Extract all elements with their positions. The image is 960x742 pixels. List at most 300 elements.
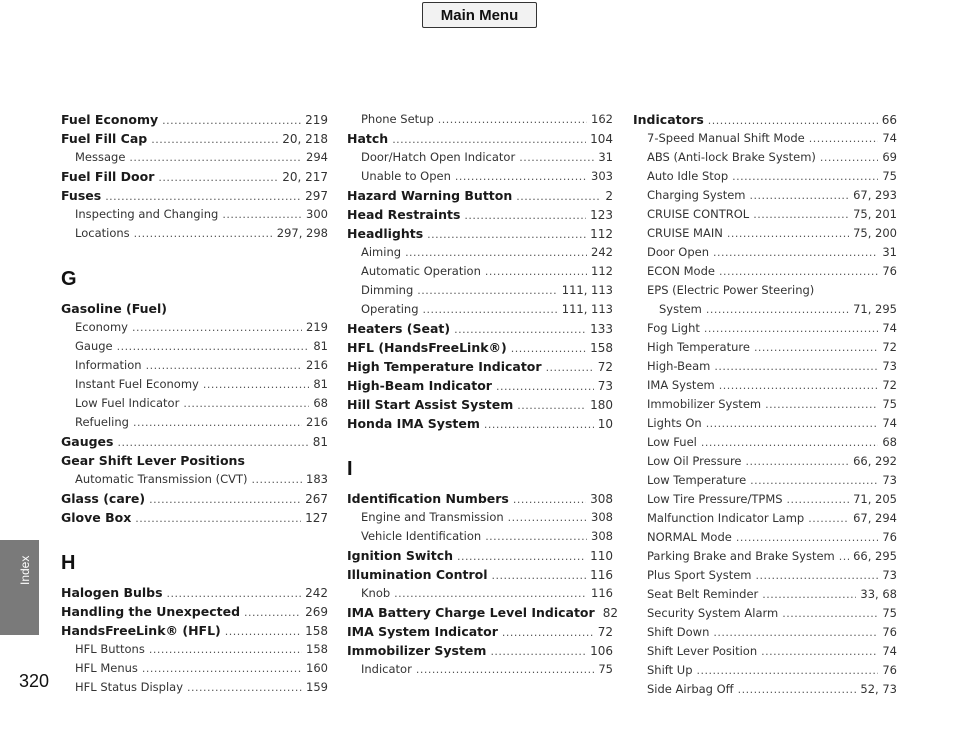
page-reference[interactable]: 242: [591, 245, 613, 259]
dot-leader: [132, 318, 302, 337]
page-reference[interactable]: 73: [597, 379, 613, 393]
page-reference[interactable]: 74: [882, 131, 897, 145]
index-term: Illumination Control: [347, 567, 488, 582]
index-subentry[interactable]: [633, 471, 897, 490]
page-reference[interactable]: 116: [591, 586, 613, 600]
index-subentry[interactable]: [633, 566, 897, 585]
dot-leader: [839, 547, 849, 566]
index-term: Gasoline (Fuel): [61, 301, 168, 316]
dot-leader: [149, 640, 302, 659]
dot-leader: [117, 337, 310, 356]
index-subentry[interactable]: [61, 394, 328, 413]
index-term: Low Fuel Indicator: [75, 396, 180, 410]
page-reference[interactable]: 75: [598, 662, 613, 676]
page-reference[interactable]: 72: [882, 340, 897, 354]
index-term: Indicator: [361, 662, 412, 676]
index-entry[interactable]: [347, 622, 613, 641]
index-term: Side Airbag Off: [647, 682, 734, 696]
dot-leader: [485, 262, 587, 281]
index-term: 7-Speed Manual Shift Mode: [647, 131, 805, 145]
page-reference[interactable]: 111, 113: [561, 302, 613, 316]
index-subentry[interactable]: [347, 243, 613, 262]
index-subentry[interactable]: [633, 167, 897, 186]
dot-leader: [809, 129, 879, 148]
index-subentry[interactable]: [633, 623, 897, 642]
index-subentry[interactable]: [347, 660, 613, 679]
index-subentry[interactable]: [61, 205, 328, 224]
index-term: Aiming: [361, 245, 402, 259]
dot-leader: [513, 490, 586, 509]
dot-leader: [427, 225, 586, 244]
index-entry[interactable]: [61, 583, 328, 602]
index-term: Fuel Fill Door: [61, 169, 155, 184]
page-reference[interactable]: 183: [306, 472, 328, 486]
main-menu-button[interactable]: Main Menu: [422, 2, 537, 28]
index-entry[interactable]: [347, 603, 618, 622]
page-reference[interactable]: 104: [590, 132, 613, 146]
index-term: HFL (HandsFreeLink®): [347, 340, 507, 355]
page-reference[interactable]: 133: [590, 322, 613, 336]
index-term: Fog Light: [647, 321, 700, 335]
index-column-1: [61, 110, 328, 697]
page-reference[interactable]: 20, 218: [282, 132, 328, 146]
index-entry[interactable]: [61, 432, 328, 451]
index-term: Low Oil Pressure: [647, 454, 742, 468]
dot-leader: [546, 358, 594, 377]
page-reference[interactable]: 81: [312, 435, 328, 449]
page-reference[interactable]: 68: [882, 435, 897, 449]
index-subentry[interactable]: [633, 395, 897, 414]
dot-leader: [251, 470, 302, 489]
dot-leader: [244, 603, 301, 622]
dot-leader: [117, 433, 308, 452]
index-term: CRUISE MAIN: [647, 226, 723, 240]
page-reference[interactable]: 112: [590, 227, 613, 241]
index-term: Automatic Transmission (CVT): [75, 472, 248, 486]
index-subentry[interactable]: [347, 148, 613, 167]
index-subentry: [633, 281, 897, 300]
dot-leader: [134, 224, 273, 243]
page-reference[interactable]: 52, 73: [860, 682, 897, 696]
index-term: Operating: [361, 302, 419, 316]
page-reference[interactable]: 68: [313, 396, 328, 410]
index-column-3: [633, 110, 897, 699]
page-reference[interactable]: 158: [590, 341, 613, 355]
dot-leader: [454, 320, 586, 339]
index-term: Economy: [75, 320, 128, 334]
page-reference[interactable]: 111, 113: [561, 283, 613, 297]
page-reference[interactable]: 76: [882, 663, 897, 677]
index-subentry[interactable]: [633, 243, 897, 262]
index-subentry[interactable]: [633, 528, 897, 547]
index-term: Identification Numbers: [347, 491, 509, 506]
page-reference[interactable]: 294: [306, 150, 328, 164]
index-term: EPS (Electric Power Steering): [647, 283, 815, 297]
index-subentry[interactable]: [633, 224, 897, 243]
page-reference[interactable]: 75, 200: [853, 226, 897, 240]
index-term: Door/Hatch Open Indicator: [361, 150, 516, 164]
index-term: Headlights: [347, 226, 424, 241]
page-reference[interactable]: 303: [591, 169, 613, 183]
page-reference[interactable]: 308: [591, 529, 613, 543]
index-entry[interactable]: [61, 508, 328, 527]
page-reference[interactable]: 74: [882, 644, 897, 658]
dot-leader: [697, 661, 879, 680]
page-reference[interactable]: 219: [305, 113, 328, 127]
index-term: HFL Buttons: [75, 642, 145, 656]
index-entry[interactable]: [347, 186, 613, 205]
page-reference[interactable]: 31: [598, 150, 613, 164]
page-reference[interactable]: 10: [597, 417, 613, 431]
index-subentry[interactable]: [61, 678, 328, 697]
index-entry[interactable]: [61, 110, 328, 129]
dot-leader: [761, 642, 878, 661]
index-subentry[interactable]: [633, 414, 897, 433]
dot-leader: [519, 148, 594, 167]
index-term: Inspecting and Changing: [75, 207, 219, 221]
dot-leader: [135, 509, 301, 528]
index-subentry[interactable]: [347, 584, 613, 603]
page-reference[interactable]: 297, 298: [276, 226, 328, 240]
dot-leader: [719, 376, 879, 395]
index-term: Honda IMA System: [347, 416, 480, 431]
index-term: HFL Menus: [75, 661, 138, 675]
index-term: IMA System Indicator: [347, 624, 498, 639]
index-entry[interactable]: [61, 489, 328, 508]
page-reference[interactable]: 76: [882, 530, 897, 544]
index-term: High Temperature Indicator: [347, 359, 542, 374]
page-reference[interactable]: 20, 217: [282, 170, 328, 184]
index-entry[interactable]: [61, 621, 328, 640]
page-reference[interactable]: 300: [306, 207, 328, 221]
page-reference[interactable]: 110: [590, 549, 613, 563]
page-reference[interactable]: 66: [881, 113, 897, 127]
index-term: High-Beam Indicator: [347, 378, 492, 393]
dot-leader: [750, 186, 850, 205]
dot-leader: [455, 167, 587, 186]
index-subentry[interactable]: [633, 300, 897, 319]
index-subentry[interactable]: [633, 604, 897, 623]
page-reference[interactable]: 31: [882, 245, 897, 259]
dot-leader: [187, 678, 302, 697]
page-reference[interactable]: 74: [882, 416, 897, 430]
index-entry: [61, 299, 328, 318]
page-reference[interactable]: 67, 294: [853, 511, 897, 525]
index-term: Shift Down: [647, 625, 710, 639]
index-term: Indicators: [633, 112, 704, 127]
dot-leader: [704, 319, 878, 338]
page-reference[interactable]: 216: [306, 415, 328, 429]
dot-leader: [438, 110, 587, 129]
page-reference[interactable]: 75, 201: [853, 207, 897, 221]
dot-leader: [203, 375, 310, 394]
index-term: Shift Up: [647, 663, 693, 677]
dot-leader: [394, 584, 587, 603]
index-entry[interactable]: [347, 565, 613, 584]
index-term: Plus Sport System: [647, 568, 752, 582]
index-term: Hatch: [347, 131, 389, 146]
page-reference[interactable]: 308: [591, 510, 613, 524]
page-reference[interactable]: 69: [882, 150, 897, 164]
index-subentry[interactable]: [61, 375, 328, 394]
index-term: Phone Setup: [361, 112, 434, 126]
dot-leader: [490, 642, 586, 661]
index-subentry[interactable]: [633, 148, 897, 167]
page-reference[interactable]: 180: [590, 398, 613, 412]
index-term: IMA System: [647, 378, 715, 392]
index-entry[interactable]: [61, 167, 328, 186]
page-reference[interactable]: 82: [602, 606, 618, 620]
index-term: Door Open: [647, 245, 710, 259]
dot-leader: [736, 528, 879, 547]
index-term: Low Tire Pressure/TPMS: [647, 492, 783, 506]
index-subentry[interactable]: [61, 337, 328, 356]
index-term: ECON Mode: [647, 264, 715, 278]
dot-leader: [820, 148, 878, 167]
index-term: System: [659, 302, 702, 316]
dot-leader: [142, 659, 302, 678]
index-entry[interactable]: [347, 395, 613, 414]
index-column-2: [347, 110, 618, 679]
page-reference[interactable]: 158: [306, 642, 328, 656]
page-reference[interactable]: 219: [306, 320, 328, 334]
index-term: Message: [75, 150, 126, 164]
page-reference[interactable]: 297: [305, 189, 328, 203]
dot-leader: [517, 396, 586, 415]
dot-leader: [714, 357, 878, 376]
index-term: Parking Brake and Brake System: [647, 549, 835, 563]
dot-leader: [492, 566, 587, 585]
index-subentry[interactable]: [61, 148, 328, 167]
index-subentry[interactable]: [61, 640, 328, 659]
index-subentry[interactable]: [633, 490, 897, 509]
index-term: Heaters (Seat): [347, 321, 451, 336]
index-entry[interactable]: [347, 319, 613, 338]
index-term: Engine and Transmission: [361, 510, 504, 524]
dot-leader: [713, 243, 878, 262]
index-entry[interactable]: [347, 338, 613, 357]
page-reference[interactable]: 71, 295: [853, 302, 897, 316]
dot-leader: [511, 339, 586, 358]
dot-leader: [708, 111, 878, 130]
page-reference[interactable]: 112: [591, 264, 613, 278]
index-term: Gauge: [75, 339, 113, 353]
dot-leader: [502, 623, 594, 642]
index-term: HFL Status Display: [75, 680, 184, 694]
index-subentry[interactable]: [633, 338, 897, 357]
index-term: Glass (care): [61, 491, 146, 506]
index-entry[interactable]: [61, 129, 328, 148]
page-reference[interactable]: 81: [313, 377, 328, 391]
index-term: Head Restraints: [347, 207, 461, 222]
index-term: ABS (Anti-lock Brake System): [647, 150, 816, 164]
index-term: Immobilizer System: [647, 397, 762, 411]
index-subentry[interactable]: [61, 224, 328, 243]
dot-leader: [732, 167, 878, 186]
index-entry[interactable]: [61, 186, 328, 205]
page-reference[interactable]: 127: [305, 511, 328, 525]
index-term: Gauges: [61, 434, 114, 449]
index-subentry[interactable]: [347, 300, 613, 319]
index-term: Hazard Warning Button: [347, 188, 513, 203]
index-term: Locations: [75, 226, 130, 240]
index-term: Immobilizer System: [347, 643, 487, 658]
index-term: Fuel Economy: [61, 112, 159, 127]
page-reference[interactable]: 76: [882, 625, 897, 639]
index-entry[interactable]: [347, 357, 613, 376]
page-reference[interactable]: 81: [313, 339, 328, 353]
index-subentry[interactable]: [633, 642, 897, 661]
index-term: Unable to Open: [361, 169, 451, 183]
index-subentry[interactable]: [347, 262, 613, 281]
index-entry[interactable]: [347, 489, 613, 508]
index-subentry[interactable]: [347, 167, 613, 186]
page-reference[interactable]: 159: [306, 680, 328, 694]
index-subentry[interactable]: [633, 452, 897, 471]
page-reference[interactable]: 75: [882, 397, 897, 411]
dot-leader: [496, 377, 594, 396]
dot-leader: [464, 206, 586, 225]
index-term: Ignition Switch: [347, 548, 453, 563]
dot-leader: [701, 433, 879, 452]
index-subentry[interactable]: [61, 659, 328, 678]
page-reference[interactable]: 162: [591, 112, 613, 126]
page-reference[interactable]: 66, 295: [853, 549, 897, 563]
page-reference[interactable]: 72: [882, 378, 897, 392]
dot-leader: [129, 148, 302, 167]
page-reference[interactable]: 73: [882, 473, 897, 487]
page-reference[interactable]: 76: [882, 264, 897, 278]
dot-leader: [713, 623, 878, 642]
dot-leader: [405, 243, 587, 262]
index-subentry[interactable]: [633, 205, 897, 224]
page-reference[interactable]: 160: [306, 661, 328, 675]
index-entry[interactable]: [347, 129, 613, 148]
index-subentry[interactable]: [633, 376, 897, 395]
page-reference[interactable]: 308: [590, 492, 613, 506]
index-entry: [61, 451, 328, 470]
page-reference[interactable]: 74: [882, 321, 897, 335]
page-reference[interactable]: 216: [306, 358, 328, 372]
index-subentry[interactable]: [633, 547, 897, 566]
index-term: Shift Lever Position: [647, 644, 758, 658]
index-entry[interactable]: [633, 110, 897, 129]
page-reference[interactable]: 269: [305, 605, 328, 619]
page-reference[interactable]: 72: [597, 360, 613, 374]
index-subentry[interactable]: [633, 357, 897, 376]
index-term: Vehicle Identification: [361, 529, 482, 543]
index-term: Charging System: [647, 188, 746, 202]
page-reference[interactable]: 267: [305, 492, 328, 506]
index-entry[interactable]: [61, 602, 328, 621]
index-entry[interactable]: [347, 546, 613, 565]
index-term: Halogen Bulbs: [61, 585, 163, 600]
index-term: Fuses: [61, 188, 102, 203]
index-term: High-Beam: [647, 359, 711, 373]
index-term: Instant Fuel Economy: [75, 377, 199, 391]
index-term: Dimming: [361, 283, 414, 297]
page-reference[interactable]: 33, 68: [860, 587, 897, 601]
page-reference[interactable]: 72: [597, 625, 613, 639]
index-term: Security System Alarm: [647, 606, 779, 620]
dot-leader: [762, 585, 856, 604]
page-reference[interactable]: 106: [590, 644, 613, 658]
dot-leader: [808, 509, 849, 528]
dot-leader: [416, 660, 595, 679]
index-term: HandsFreeLink® (HFL): [61, 623, 221, 638]
page-reference[interactable]: 158: [305, 624, 328, 638]
index-subentry[interactable]: [633, 585, 897, 604]
index-subentry[interactable]: [633, 509, 897, 528]
index-subentry[interactable]: [347, 110, 613, 129]
page-reference[interactable]: 75: [882, 606, 897, 620]
index-term: CRUISE CONTROL: [647, 207, 750, 221]
page-reference[interactable]: 75: [882, 169, 897, 183]
page-reference[interactable]: 71, 205: [853, 492, 897, 506]
page-reference[interactable]: 67, 293: [853, 188, 897, 202]
dot-leader: [516, 187, 601, 206]
dot-leader: [746, 452, 850, 471]
index-entry[interactable]: [347, 414, 613, 433]
index-term: Handling the Unexpected: [61, 604, 241, 619]
dot-leader: [167, 584, 302, 603]
dot-leader: [417, 281, 558, 300]
index-subentry[interactable]: [633, 319, 897, 338]
index-subentry[interactable]: [633, 661, 897, 680]
index-subentry[interactable]: [61, 356, 328, 375]
dot-leader: [149, 490, 301, 509]
page-reference[interactable]: 73: [882, 568, 897, 582]
index-subentry[interactable]: [347, 508, 613, 527]
page-reference[interactable]: 242: [305, 586, 328, 600]
dot-leader: [133, 413, 302, 432]
index-subentry[interactable]: [633, 186, 897, 205]
index-subentry[interactable]: [61, 318, 328, 337]
index-term: NORMAL Mode: [647, 530, 732, 544]
index-subentry[interactable]: [61, 470, 328, 489]
index-subentry[interactable]: [347, 281, 613, 300]
dot-leader: [392, 130, 586, 149]
index-entry[interactable]: [347, 224, 613, 243]
page-reference[interactable]: 73: [882, 359, 897, 373]
page-reference[interactable]: 116: [590, 568, 613, 582]
index-term: IMA Battery Charge Level Indicator: [347, 605, 595, 620]
index-subentry[interactable]: [633, 262, 897, 281]
index-term: Seat Belt Reminder: [647, 587, 759, 601]
index-subentry[interactable]: [61, 413, 328, 432]
index-subentry[interactable]: [347, 527, 613, 546]
index-subentry[interactable]: [633, 129, 897, 148]
index-term: Glove Box: [61, 510, 132, 525]
index-subentry[interactable]: [633, 680, 897, 699]
index-term: Auto Idle Stop: [647, 169, 729, 183]
index-term: Refueling: [75, 415, 129, 429]
index-entry[interactable]: [347, 205, 613, 224]
page-reference[interactable]: 66, 292: [853, 454, 897, 468]
page-reference[interactable]: 2: [605, 189, 613, 203]
index-entry[interactable]: [347, 376, 613, 395]
dot-leader: [750, 471, 878, 490]
index-entry[interactable]: [347, 641, 613, 660]
index-term: Information: [75, 358, 142, 372]
page-reference[interactable]: 123: [590, 208, 613, 222]
index-term: High Temperature: [647, 340, 750, 354]
dot-leader: [765, 395, 878, 414]
index-subentry[interactable]: [633, 433, 897, 452]
section-label: Index: [18, 555, 32, 585]
dot-leader: [508, 508, 587, 527]
dot-leader: [727, 224, 849, 243]
